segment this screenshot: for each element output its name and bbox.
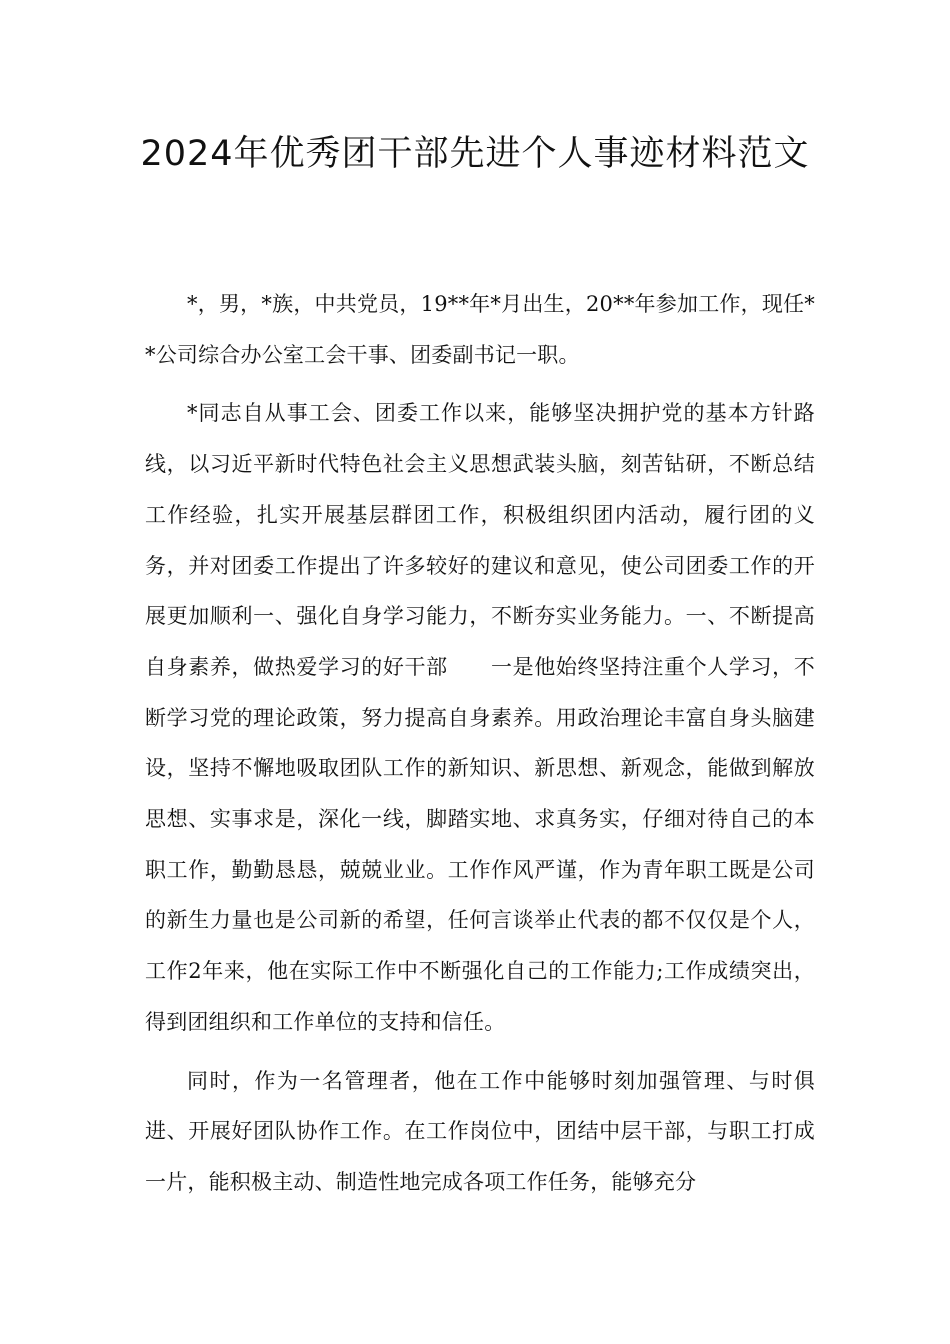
paragraph-intro: *，男，*族，中共党员，19**年*月出生，20**年参加工作，现任**公司综合办公室工会干事、团委副书记一职。 <box>145 292 815 367</box>
paragraph-work-summary: *同志自从事工会、团委工作以来，能够坚决拥护党的基本方针路线，以习近平新时代特色社会主义思想武装头脑，刻苦钻研，不断总结工作经验，扎实开展基层群团工作，积极组织团内活动，履行团的义务，并对团委工作提出了许多较好的建议和意见，使公司团委工作的开展更加顺利一、强化自身学习能力，不断夯实业务能力。一、不断提高自身素养，做热爱学习的好干部 一是他始终坚持注重个人学习，不断学习党的理论政策，努力提高自身素养。用政治理论丰富自身头脑建设，坚持不懈地吸取团队工作的新知识、新思想、新观念，能做到解放思想、实事求是，深化一线，脚踏实地、求真务实，仔细对待自己的本职工作，勤勤恳恳，兢兢业业。工作作风严谨，作为青年职工既是公司的新生力量也是公司新的希望，任何言谈举止代表的都不仅仅是个人，工作2年来，他在实际工作中不断强化自己的工作能力;工作成绩突出，得到团组织和工作单位的支持和信任。 <box>145 401 815 1034</box>
document-body <box>145 279 815 1208</box>
paragraph-management: 同时，作为一名管理者，他在工作中能够时刻加强管理、与时俱进、开展好团队协作工作。在工作岗位中，团结中层干部，与职工打成一片，能积极主动、制造性地完成各项工作任务，能够充分 <box>145 1068 815 1194</box>
document-title: 2024年优秀团干部先进个人事迹材料范文 <box>140 134 810 174</box>
